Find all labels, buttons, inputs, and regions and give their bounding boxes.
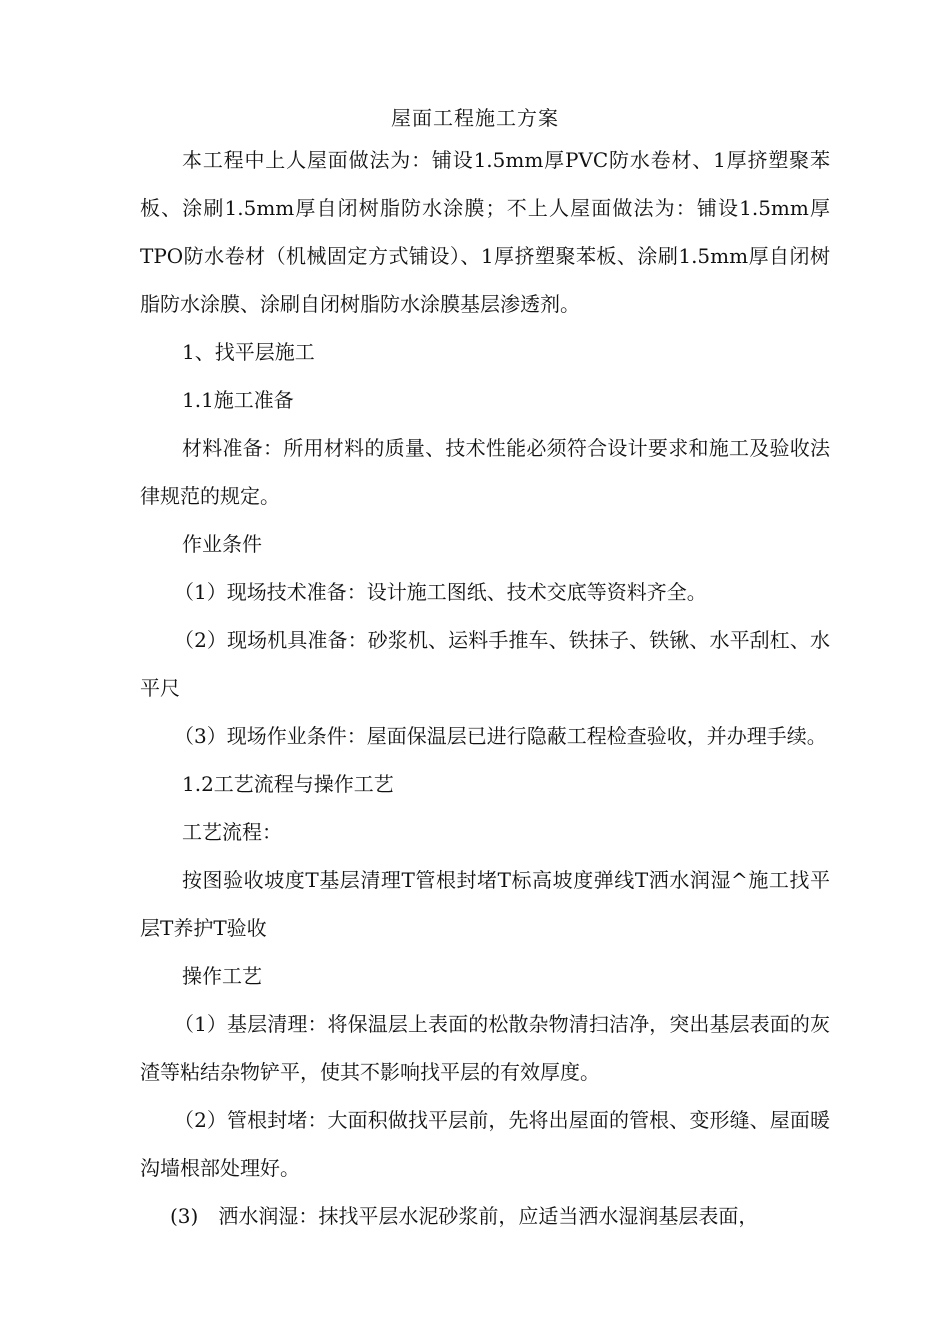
process-flow: 按图验收坡度T基层清理T管根封堵T标高坡度弹线T洒水润湿^施工找平层T养护T验收 [140,868,830,940]
operation-item-1: （1）基层清理：将保温层上表面的松散杂物清扫洁净，突出基层表面的灰渣等粘结杂物铲平，使其不影响找平层的有效厚度。 [140,1012,830,1084]
conditions-heading: 作业条件 [182,532,262,556]
condition-item-1: （1）现场技术准备：设计施工图纸、技术交底等资料齐全。 [174,580,707,604]
section-heading-1-2: 1.2工艺流程与操作工艺 [182,772,394,796]
operation-item-2: （2）管根封堵：大面积做找平层前，先将出屋面的管根、变形缝、屋面暖沟墙根部处理好。 [140,1108,830,1180]
process-heading: 工艺流程： [182,820,282,844]
document-title: 屋面工程施工方案 [391,106,559,130]
operation-heading: 操作工艺 [182,964,262,988]
operation-item-3: (3) 洒水润湿：抹找平层水泥砂浆前，应适当洒水湿润基层表面， [170,1204,759,1228]
condition-item-3: （3）现场作业条件：屋面保温层已进行隐蔽工程检查验收，并办理手续。 [174,724,827,748]
section-heading-1-1: 1.1施工准备 [182,388,294,412]
section-heading-1: 1、找平层施工 [182,340,315,364]
document-body [140,136,830,1240]
materials-paragraph: 材料准备：所用材料的质量、技术性能必须符合设计要求和施工及验收法律规范的规定。 [140,436,830,508]
condition-item-2: （2）现场机具准备：砂浆机、运料手推车、铁抹子、铁锹、水平刮杠、水平尺 [140,628,830,700]
intro-paragraph: 本工程中上人屋面做法为：铺设1.5mm厚PVC防水卷材、1厚挤塑聚苯板、涂刷1.5mm厚自闭树脂防水涂膜；不上人屋面做法为：铺设1.5mm厚TPO防水卷材（机械固定方式铺设）、1厚挤塑聚苯板、涂刷1.5mm厚自闭树脂防水涂膜、涂刷自闭树脂防水涂膜基层渗透剂。 [140,148,830,316]
